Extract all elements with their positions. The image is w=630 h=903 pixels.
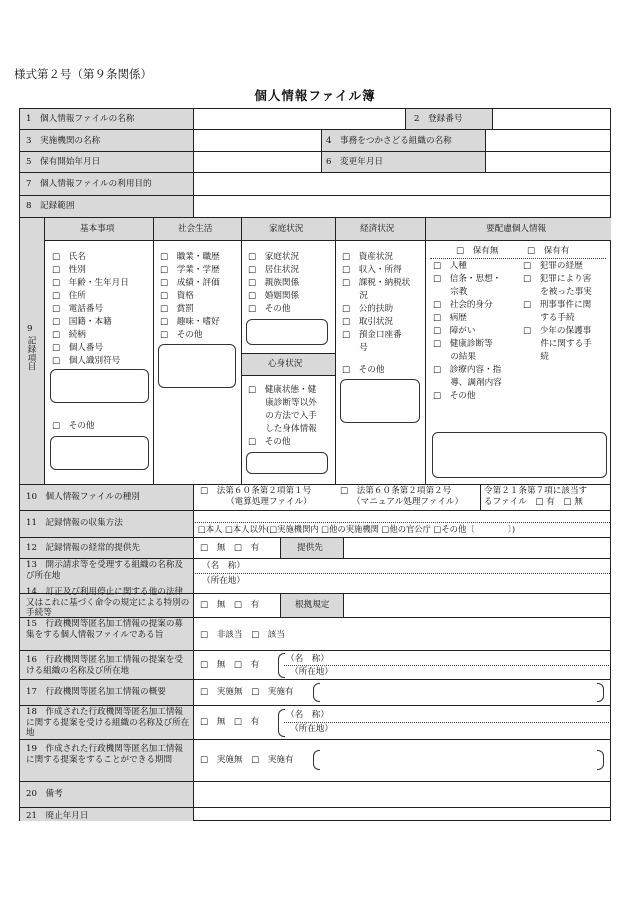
label-register-number: 2 登録番号: [414, 114, 463, 124]
sensitive-left-item: □ 信条・思想・: [433, 274, 502, 284]
economic-item: □ 課税・納税状: [342, 278, 411, 288]
header-social: 社会生活: [178, 224, 213, 234]
mind-item: 康診断等以外: [248, 398, 317, 408]
mind-item: した身体情報: [248, 424, 317, 434]
basic-item: □ 個人識別符号: [52, 356, 121, 366]
sensitive-left-item: □ 病歴: [433, 313, 467, 323]
economic-item: □ 取引状況: [342, 317, 394, 327]
label-shade-bottom: [20, 484, 193, 821]
social-other-field[interactable]: [158, 344, 236, 388]
basic-other-field[interactable]: [50, 436, 149, 470]
family-other-field[interactable]: [246, 319, 328, 345]
created-anon-yesno[interactable]: □ 無 □ 有: [200, 717, 260, 727]
label-organization-name: 4 事務をつかさどる組織の名称: [326, 136, 452, 146]
label-purpose: 7 個人情報ファイルの利用目的: [26, 179, 152, 189]
family-item: □ 親族関係: [248, 278, 300, 288]
anon-org-name-label: （名 称）: [286, 654, 329, 664]
economic-item: □ その他: [342, 365, 385, 375]
sensitive-left-item: □ 障がい: [433, 326, 476, 336]
label-regular-provision: 12 記録情報の経常的提供先: [26, 543, 141, 553]
file-type-option3-check[interactable]: るファイル □ 有 □ 無: [484, 497, 583, 507]
header-economic: 経済状況: [360, 224, 395, 234]
economic-item: □ 収入・所得: [342, 265, 402, 275]
family-item: □ その他: [248, 304, 291, 314]
anon-org-address-label: （所在地）: [290, 667, 333, 677]
basic-item: □ 氏名: [52, 252, 86, 262]
label-proposal-period: 19 作成された行政機関等匿名加工情報に関する提案をすることができる期間: [26, 744, 184, 765]
social-item: □ 賞罰: [160, 304, 194, 314]
social-item: □ 学業・学歴: [160, 265, 220, 275]
label-record-items: 記録項目: [26, 336, 36, 371]
header-family: 家庭状況: [269, 224, 304, 234]
sensitive-right-item: □ 少年の保護事: [523, 326, 592, 336]
sensitive-right-item: を被った事実: [523, 287, 592, 297]
label-special-procedure: 14 訂正及び利用停止に関する他の法律又はこれに基づく命令の規定による特別の手続等: [26, 587, 190, 618]
economic-other-field[interactable]: [340, 379, 420, 423]
file-register-form: [19, 108, 611, 821]
form-id: 様式第２号（第９条関係）: [14, 67, 152, 81]
family-item: □ 家庭状況: [248, 252, 300, 262]
header-mind: 心身状況: [268, 359, 303, 369]
social-item: □ その他: [160, 330, 203, 340]
sensitive-left-item: □ その他: [433, 391, 476, 401]
anon-summary-options[interactable]: □ 実施無 □ 実施有: [200, 687, 294, 697]
proposal-period-options[interactable]: □ 実施無 □ 実施有: [200, 755, 294, 765]
label-disclosure-org: 13 開示請求等を受理する組織の名称及び所在地: [26, 560, 184, 581]
label-anon-proposal-file: 15 行政機関等匿名加工情報の提案の募集をする個人情報ファイルである旨: [26, 619, 184, 640]
economic-item: □ 預金口座番: [342, 330, 402, 340]
sensitive-some: □ 保有有: [527, 246, 570, 256]
sensitive-divider: [430, 258, 606, 259]
basis-label: 根拠規定: [295, 600, 330, 610]
sensitive-right-item: □ 犯罪により害: [523, 274, 592, 284]
sensitive-right-item: 件に関する手: [523, 339, 592, 349]
mind-other-field[interactable]: [246, 452, 328, 474]
basic-item: □ 年齢・生年月日: [52, 278, 129, 288]
basic-item: □ 個人番号: [52, 343, 104, 353]
sensitive-other-field[interactable]: [432, 432, 607, 478]
sensitive-left-item: 宗教: [433, 287, 468, 297]
label-file-type: 10 個人情報ファイルの種別: [26, 492, 140, 502]
family-item: □ 婚姻関係: [248, 291, 300, 301]
provision-yesno[interactable]: □ 無 □ 有: [200, 543, 260, 553]
sensitive-right-item: 続: [523, 352, 549, 362]
sensitive-right-item: □ 刑事事件に関: [523, 300, 592, 310]
header-basic: 基本事項: [80, 224, 115, 234]
sensitive-none: □ 保有無: [456, 246, 499, 256]
label-created-anon-org: 18 作成された行政機関等匿名加工情報に関する提案を受ける組織の名称及び所在地: [26, 707, 190, 738]
sensitive-right-item: する手続: [523, 313, 575, 323]
bracket-open: [278, 709, 285, 737]
disclosure-name-label: （名 称）: [202, 561, 245, 571]
anon-org-divider: [284, 665, 609, 666]
collection-options[interactable]: □本人 □本人以外(□実施機関内 □他の実施機関 □他の官公庁 □その他〔 〕): [198, 524, 516, 534]
basic-item: □ 国籍・本籍: [52, 317, 112, 327]
sensitive-left-item: の結果: [433, 352, 476, 362]
family-item: □ 居住状況: [248, 265, 300, 275]
created-anon-address-label: （所在地）: [290, 724, 333, 734]
label-anon-proposal-org: 16 行政機関等匿名加工情報の提案を受ける組織の名称及び所在地: [26, 655, 184, 676]
mind-item: □ 健康状態・健: [248, 385, 317, 395]
label-anon-summary: 17 行政機関等匿名加工情報の概要: [26, 687, 166, 697]
label-file-name: 1 個人情報ファイルの名称: [26, 114, 135, 124]
header-sensitive: 要配慮個人情報: [486, 224, 547, 234]
label-change-date: 6 変更年月日: [326, 157, 384, 167]
mind-item: □ その他: [248, 437, 291, 447]
basic-item: □ 電話番号: [52, 304, 104, 314]
label-remarks: 20 備考: [26, 789, 63, 799]
file-type-option1-note: （電算処理ファイル）: [226, 497, 312, 507]
social-item: □ 職業・職歴: [160, 252, 220, 262]
file-type-option2-note: （マニュアル処理ファイル）: [352, 497, 464, 507]
sensitive-left-item: □ 診療内容・指: [433, 365, 502, 375]
created-anon-divider: [284, 722, 609, 723]
mind-item: の方法で入手: [248, 411, 317, 421]
basic-item: □ 性別: [52, 265, 86, 275]
basic-item: □ 続柄: [52, 330, 86, 340]
anon-proposal-org-yesno[interactable]: □ 無 □ 有: [200, 660, 260, 670]
disclosure-address-label: （所在地）: [202, 576, 245, 586]
sensitive-left-item: □ 社会的身分: [433, 300, 493, 310]
sensitive-left-item: 導、調剤内容: [433, 378, 502, 388]
sensitive-right-item: □ 犯罪の経歴: [523, 261, 583, 271]
bracket-close: [597, 683, 604, 702]
created-anon-name-label: （名 称）: [286, 710, 329, 720]
special-procedure-yesno[interactable]: □ 無 □ 有: [200, 600, 260, 610]
social-item: □ 成績・評価: [160, 278, 220, 288]
label-start-date: 5 保有開始年月日: [26, 157, 101, 167]
label-agency-name: 3 実施機関の名称: [26, 136, 101, 146]
social-item: □ 資格: [160, 291, 194, 301]
sensitive-left-item: □ 健康診断等: [433, 339, 493, 349]
economic-item: □ 資産状況: [342, 252, 394, 262]
bracket-close: [597, 750, 604, 770]
anon-proposal-file-options[interactable]: □ 非該当 □ 該当: [200, 630, 285, 640]
basic-free-field[interactable]: [50, 369, 149, 403]
sensitive-left-item: □ 人種: [433, 261, 467, 271]
basic-item: □ 住所: [52, 291, 86, 301]
provider-label: 提供先: [297, 543, 323, 553]
basic-other: □ その他: [52, 421, 95, 431]
economic-item: □ 公的扶助: [342, 304, 394, 314]
page-title: 個人情報ファイル簿: [254, 88, 376, 103]
file-type-option1[interactable]: □ 法第６０条第２項第１号: [200, 486, 312, 496]
label-record-items-num: 9: [27, 324, 33, 334]
economic-item: 況: [342, 291, 368, 301]
label-abolition-date: 21 廃止年月日: [26, 811, 89, 821]
social-item: □ 趣味・嗜好: [160, 317, 220, 327]
file-type-option3: 令第２１条第７項に該当す: [484, 486, 588, 496]
economic-item: 号: [342, 343, 368, 353]
file-type-option2[interactable]: □ 法第６０条第２項第２号: [340, 486, 452, 496]
disclosure-divider: [195, 573, 610, 574]
label-record-scope: 8 記録範囲: [26, 201, 75, 211]
bracket-open: [313, 750, 320, 770]
bracket-open: [313, 683, 320, 702]
collection-divider: [195, 522, 610, 523]
label-collection-method: 11 記録情報の収集方法: [26, 518, 123, 528]
